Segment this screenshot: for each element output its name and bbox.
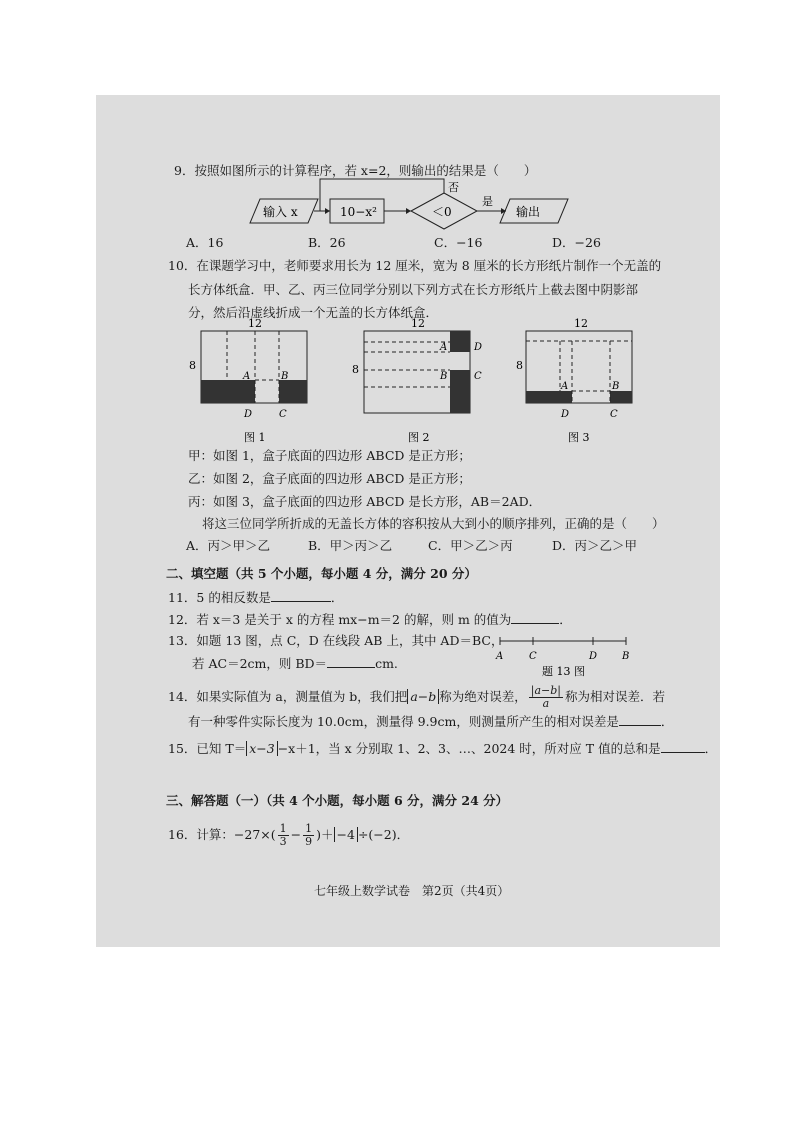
q16-fraction-1-denominator: 3	[279, 835, 287, 848]
q10-option-d: D．丙＞乙＞甲	[552, 538, 638, 553]
fig2-point-a: A	[440, 342, 448, 353]
q16	[168, 823, 409, 848]
fig3-shaded-right	[610, 391, 632, 403]
q11-period: ．	[330, 590, 344, 605]
fig2-shaded-bottom	[450, 370, 470, 413]
section3-title: 三、解答题（一）（共 4 个小题，每小题 6 分，满分 24 分）	[166, 793, 509, 808]
q14-relative-error-fraction	[529, 685, 563, 710]
q9-option-c: C．−16	[434, 235, 483, 250]
q13-label-a: A	[496, 651, 504, 662]
q10-question: 将这三位同学所折成的无盖长方体的容积按从大到小的顺序排列，正确的是（ ）	[202, 516, 665, 531]
q10-stem-line2: 长方体纸盒．甲、乙、丙三位同学分别以下列方式在长方形纸片上截去图中阴影部	[188, 282, 639, 297]
q14-fraction-numerator: |a−b|	[530, 684, 561, 697]
q16-text-a: 16．计算：−27×(	[168, 827, 276, 842]
fig3-point-b: B	[612, 381, 620, 392]
q11-text: 11．5 的相反数是	[168, 590, 271, 605]
fig3-caption: 图 3	[568, 431, 590, 444]
q11-answer-blank[interactable]	[271, 589, 331, 602]
fig2-width-label: 12	[411, 317, 425, 330]
q15	[168, 740, 717, 757]
flow-yes-label: 是	[482, 195, 493, 208]
q10-statement-yi: 乙：如图 2，盒子底面的四边形 ABCD 是正方形；	[188, 471, 471, 486]
q12	[168, 611, 572, 628]
q10-statement-jia: 甲：如图 1，盒子底面的四边形 ABCD 是正方形；	[188, 448, 471, 463]
flow-loop-line	[320, 179, 444, 211]
fig1-shaded-left	[201, 380, 255, 403]
q12-answer-blank[interactable]	[511, 611, 559, 624]
q15-answer-blank[interactable]	[661, 740, 705, 753]
q13-line1: 13．如题 13 图，点 C，D 在线段 AB 上，其中 AD＝BC，	[168, 633, 504, 648]
flow-no-label: 否	[448, 181, 459, 194]
q16-fraction-2	[303, 823, 314, 848]
q16-text-b: )＋	[316, 827, 334, 842]
q14-period: ．	[660, 714, 674, 729]
q12-period: ．	[559, 612, 572, 627]
q15-text-a: 15．已知 T＝	[168, 741, 247, 756]
q10-figure-2	[346, 317, 496, 445]
q14-text-a: 14．如果实际值为 a，测量值为 b，我们把	[168, 689, 408, 704]
fig3-height-label: 8	[516, 359, 523, 372]
q15-text-b: −x＋1，当 x 分别取 1、2、3、…、2024 时，所对应 T 值的总和是	[277, 741, 661, 756]
q13-unit: cm.	[375, 656, 398, 671]
fig1-height-label: 8	[189, 359, 196, 372]
fig1-point-d: D	[244, 409, 253, 420]
q16-fraction-1	[278, 823, 289, 848]
q9-stem: 9．按照如图所示的计算程序，若 x=2，则输出的结果是（ ）	[174, 163, 537, 178]
fig3-width-label: 12	[574, 317, 588, 330]
q13-caption: 题 13 图	[542, 665, 585, 678]
flow-output-label: 输出	[516, 205, 541, 219]
q16-text-c: ÷(−2)．	[357, 827, 410, 842]
q14-fraction-denominator: a	[542, 697, 550, 710]
fig1-width-label: 12	[248, 317, 262, 330]
q16-fraction-1-numerator: 1	[279, 822, 287, 835]
q13-line2	[192, 655, 398, 672]
q10-figure-1	[186, 317, 316, 445]
q14-absolute-error-expr: a−b	[407, 689, 439, 704]
section2-title: 二、填空题（共 5 个小题，每小题 4 分，满分 20 分）	[166, 566, 477, 581]
q13-label-d: D	[589, 651, 598, 662]
q16-abs-expr: −4	[334, 827, 358, 842]
flow-decision-label: ＜0	[432, 205, 452, 219]
q14-line2	[188, 713, 673, 730]
fig3-point-c: C	[610, 409, 618, 420]
q16-fraction-2-numerator: 1	[305, 822, 313, 835]
q9-option-d: D．−26	[552, 235, 601, 250]
fig1-caption: 图 1	[244, 431, 266, 444]
q14-answer-blank[interactable]	[619, 713, 661, 726]
q14-text-line2: 有一种零件实际长度为 10.0cm，测量得 9.9cm，则测量所产生的相对误差是	[188, 714, 619, 729]
fig1-shaded-right	[279, 380, 307, 403]
fig2-height-label: 8	[352, 363, 359, 376]
q16-fraction-2-denominator: 9	[305, 835, 313, 848]
fig3-shaded-left	[526, 391, 572, 403]
q9-option-b: B．26	[308, 235, 346, 250]
page-footer: 七年级上数学试卷 第2页（共4页）	[314, 884, 510, 898]
flow-arrowhead-1	[325, 208, 330, 214]
flow-process-label: 10−x²	[340, 205, 377, 219]
fig2-point-b: B	[440, 371, 448, 382]
q14-text-b: 称为绝对误差，	[439, 689, 527, 704]
q10-figure-3	[514, 317, 644, 445]
fig2-point-c: C	[474, 371, 482, 382]
q14-text-c: 称为相对误差．若	[565, 689, 666, 704]
q10-stem-line1: 10．在课题学习中，老师要求用长为 12 厘米，宽为 8 厘米的长方形纸片制作一个无盖的	[168, 258, 662, 273]
exam-sheet	[96, 95, 720, 947]
fig2-shaded-top	[450, 331, 470, 352]
fig3-point-a: A	[561, 381, 569, 392]
fig2-point-d: D	[474, 342, 483, 353]
q15-period: ．	[704, 741, 718, 756]
fig1-point-a: A	[243, 371, 251, 382]
q16-minus: −	[290, 827, 302, 842]
fig2-caption: 图 2	[408, 431, 430, 444]
q14-line1	[168, 685, 665, 710]
q12-text: 12．若 x＝3 是关于 x 的方程 mx−m＝2 的解，则 m 的值为	[168, 612, 512, 627]
q9-option-a: A．16	[186, 235, 224, 250]
q10-option-a: A．丙＞甲＞乙	[186, 538, 271, 553]
q10-stem-line3: 分，然后沿虚线折成一个无盖的长方体纸盒．	[188, 305, 439, 320]
q10-option-c: C．甲＞乙＞丙	[428, 538, 513, 553]
fig3-point-d: D	[561, 409, 570, 420]
flow-input-label: 输入 x	[263, 205, 298, 219]
fig1-point-c: C	[279, 409, 287, 420]
fig1-point-b: B	[281, 371, 289, 382]
q13-text: 若 AC＝2cm，则 BD＝	[192, 656, 328, 671]
q11	[168, 589, 343, 606]
q13-figure	[488, 629, 638, 685]
q13-answer-blank[interactable]	[327, 655, 375, 668]
q10-option-b: B．甲＞丙＞乙	[308, 538, 393, 553]
q15-abs-expr: x−3	[246, 741, 277, 756]
q13-label-b: B	[622, 651, 630, 662]
q13-label-c: C	[529, 651, 537, 662]
q10-statement-bing: 丙：如图 3，盒子底面的四边形 ABCD 是长方形，AB＝2AD．	[188, 494, 542, 509]
q9-flowchart	[246, 177, 576, 235]
